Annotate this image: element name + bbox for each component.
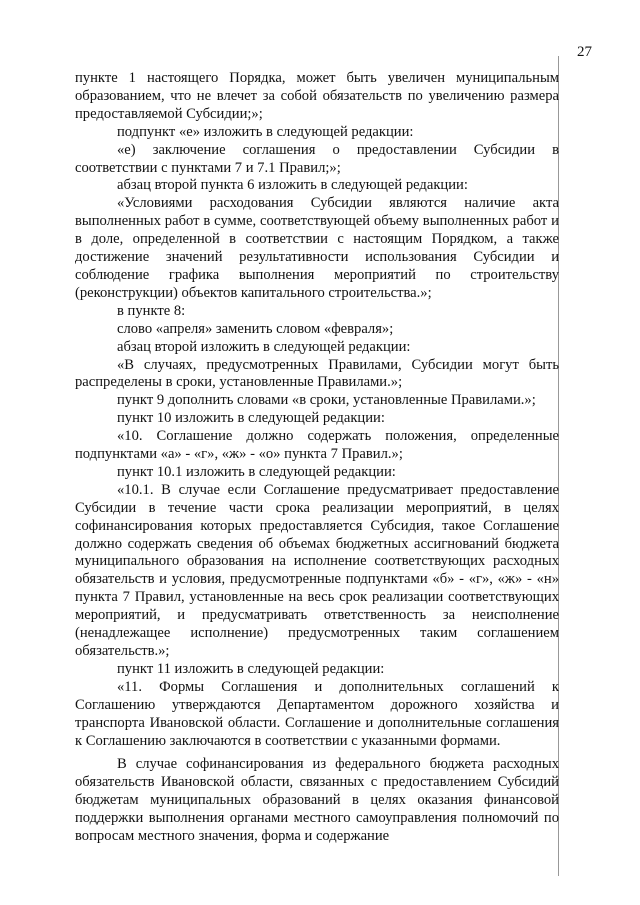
paragraph: абзац второй пункта 6 изложить в следующей редакции: (117, 177, 468, 194)
document-body (75, 70, 559, 846)
paragraph: «10.1. В случае если Соглашение предусматривает предоставление Субсидии в течение части срока реализации мероприятий, в целях софинансирования которых предоставляется Субсидия, такое Соглашение должно содержать сведения об объемах бюджетных ассигнований бюджета муниципального образования на исполнение соответствующих расходных обязательств и условия, предусмотренные подпунктами «б» - «г», «ж» - «н» пункта 7 Правил, установленные на весь срок реализации соответствующих мероприятий, и предусматривать ответственность за неисполнение (ненадлежащее исполнение) предусмотренных таким соглашением обязательств.»; (75, 481, 559, 659)
paragraph: в пункте 8: (117, 302, 186, 319)
paragraph: слово «апреля» заменить словом «февраля»; (117, 320, 394, 337)
paragraph: «Условиями расходования Субсидии являются наличие акта выполненных работ в сумме, соответствующей объему выполненных работ и в доле, определенной в соответствии с настоящим Порядком, а также достижение значений результативности использования Субсидии и соблюдение графика выполнения мероприятий по строительству (реконструкции) объектов капитального строительства.»; (75, 195, 559, 301)
paragraph: «10. Соглашение должно содержать положения, определенные подпунктами «а» - «г», «ж» - «о» пункта 7 Правил.»; (75, 428, 559, 463)
paragraph: «е) заключение соглашения о предоставлении Субсидии в соответствии с пунктами 7 и 7.1 Правил;»; (75, 141, 559, 176)
paragraph: В случае софинансирования из федерального бюджета расходных обязательств Ивановской области, связанных с предоставлением Субсидий бюджетам муниципальных образований в целях оказания финансовой поддержки выполнения органами местного самоуправления полномочий по вопросам местного значения, форма и содержание (75, 756, 559, 845)
paragraph: пункте 1 настоящего Порядка, может быть увеличен муниципальным образованием, что не влечет за собой обязательств по увеличению размера предоставляемой Субсидии;»; (75, 70, 559, 122)
paragraph: пункт 10.1 изложить в следующей редакции: (117, 463, 396, 480)
page-number: 27 (577, 44, 592, 60)
paragraph: абзац второй изложить в следующей редакции: (117, 338, 411, 355)
paragraph: пункт 11 изложить в следующей редакции: (117, 660, 385, 677)
paragraph: пункт 9 дополнить словами «в сроки, установленные Правилами.»; (117, 392, 536, 409)
paragraph: «В случаях, предусмотренных Правилами, Субсидии могут быть распределены в сроки, установленные Правилами.»; (75, 356, 559, 391)
paragraph: «11. Формы Соглашения и дополнительных соглашений к Соглашению утверждаются Департаментом дорожного хозяйства и транспорта Ивановской области. Соглашение и дополнительные соглашения к Соглашению заключаются в соответствии с указанными формами. (75, 678, 559, 749)
paragraph: подпункт «е» изложить в следующей редакции: (117, 123, 414, 140)
paragraph: пункт 10 изложить в следующей редакции: (117, 410, 385, 427)
